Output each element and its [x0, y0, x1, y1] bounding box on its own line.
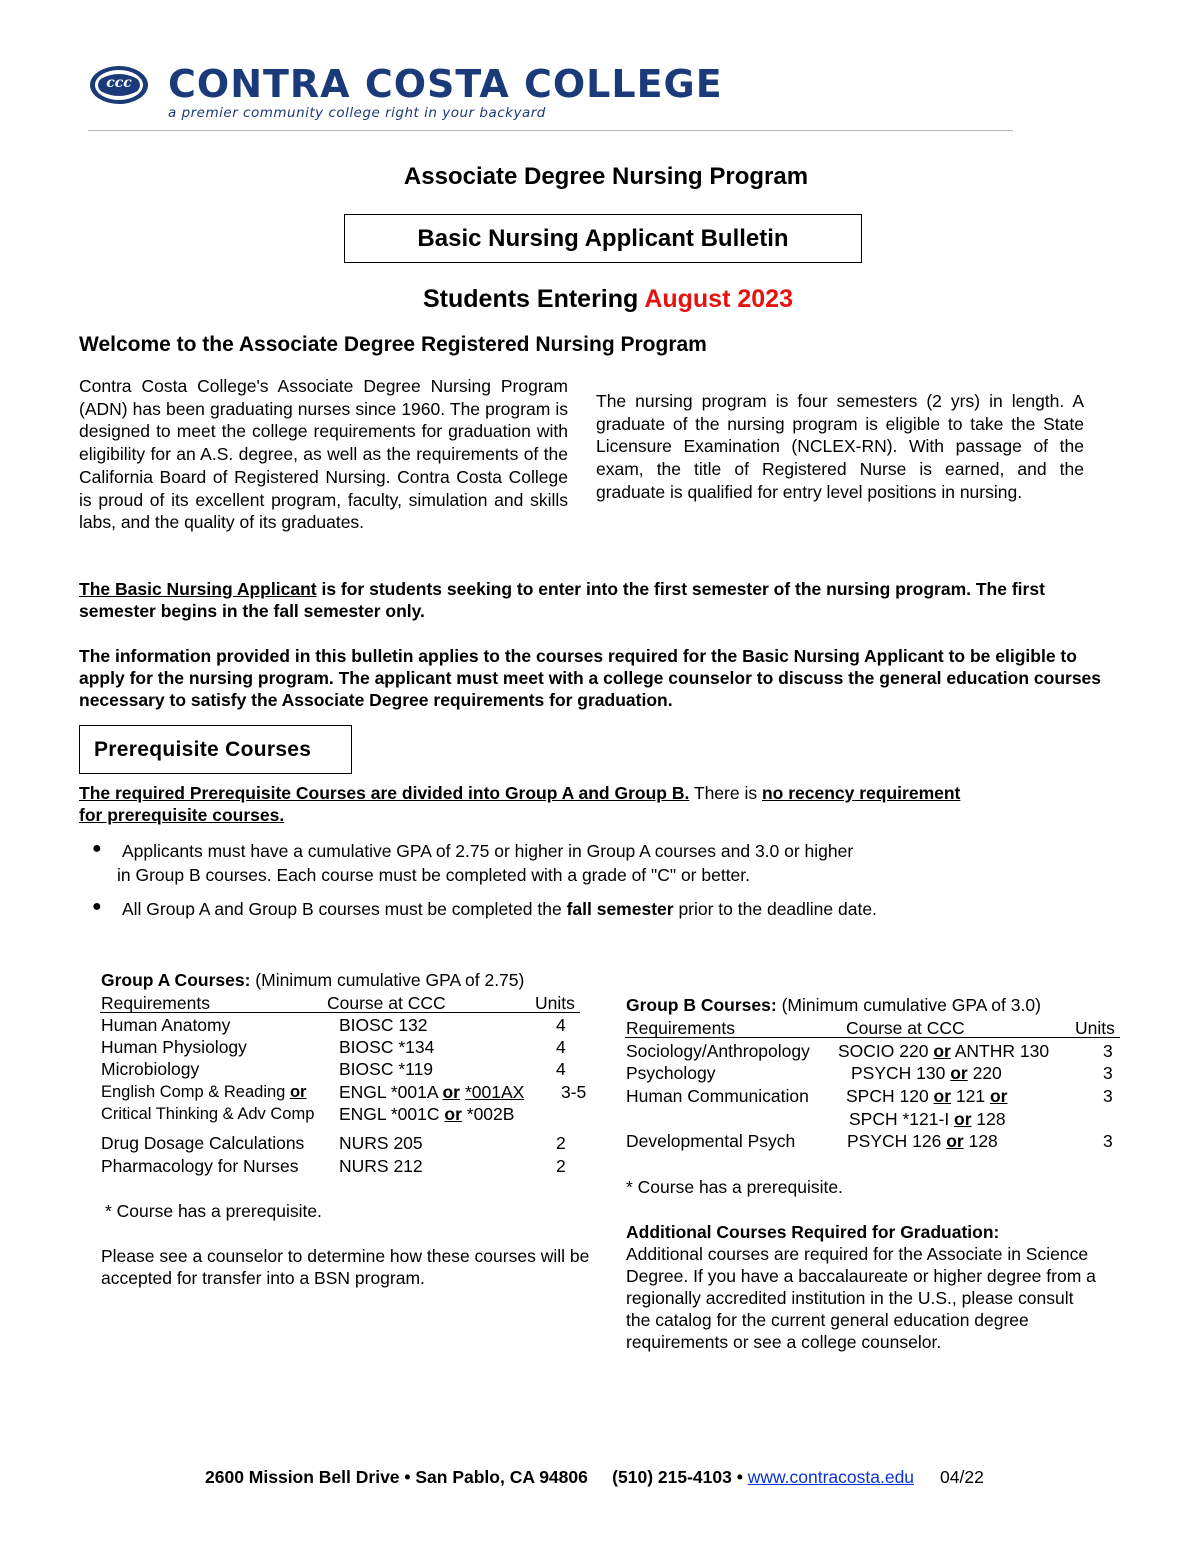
dev-course-2: 128 — [963, 1131, 998, 1151]
welcome-paragraph-2: The nursing program is four semesters (2 yrs) in length. A graduate of the nursing program is eligible to take the State Licensure Examination (NCLEX-RN). With passage of the exam, the title of Registered Nurse is earned, and the graduate is qualified for entry level positions in nursing. — [596, 391, 1084, 502]
college-tagline: a premier community college right in your backyard — [168, 105, 546, 121]
college-logo — [88, 60, 723, 130]
group-a-english-units: 3-5 — [561, 1082, 587, 1102]
group-a-course: NURS 205 — [339, 1133, 423, 1153]
hc-course-3: SPCH *121-I — [849, 1109, 955, 1129]
bullet-2-suffix: prior to the deadline date. — [673, 899, 877, 919]
or-word: or — [989, 1086, 1008, 1106]
bullet-2-bold: fall semester — [566, 899, 674, 919]
group-a-header-units: Units — [535, 993, 575, 1013]
or-word: or — [954, 1109, 972, 1129]
footer-date: 04/22 — [940, 1467, 984, 1487]
basic-applicant-term: The Basic Nursing Applicant — [79, 579, 317, 599]
program-title: Associate Degree Nursing Program — [403, 163, 809, 190]
group-b-title — [626, 994, 1041, 1016]
bulletin-title: Basic Nursing Applicant Bulletin — [417, 225, 789, 252]
group-a-units: 4 — [556, 1037, 566, 1057]
group-a-counselor-note: Please see a counselor to determine how these courses will be accepted for transfer into a BSN program. — [101, 1246, 590, 1288]
or-word: or — [289, 1083, 307, 1101]
footer-website-link[interactable]: www.contracosta.edu — [747, 1467, 915, 1487]
or-word: or — [946, 1131, 964, 1151]
prereq-groups-text: The required Prerequisite Courses are divided into Group A and Group B. — [79, 783, 690, 803]
group-a-req: Microbiology — [101, 1059, 200, 1079]
group-a-units: 2 — [556, 1156, 566, 1176]
welcome-heading: Welcome to the Associate Degree Registered Nursing Program — [79, 333, 707, 356]
english-course-2: *001AX — [464, 1082, 525, 1102]
welcome-paragraph-1: Contra Costa College's Associate Degree Nursing Program (ADN) has been graduating nurses since 1960. The program is designed to meet the college requirements for graduation with eligibility for an A.S. degree, as well as the requirements of the California Board of Registered Nursing. Contra Costa College is proud of its excellent program, faculty, simulation and skills labs, and the quality of its graduates. — [79, 376, 568, 533]
critical-course-1: ENGL *001C — [339, 1104, 445, 1124]
group-b-header-units: Units — [1075, 1018, 1115, 1038]
header-divider — [88, 130, 1013, 131]
group-a-header-course: Course at CCC — [327, 993, 446, 1013]
soc-course-2: ANTHR 130 — [950, 1041, 1050, 1061]
bullet-1-line-1: Applicants must have a cumulative GPA of 2.75 or higher in Group A courses and 3.0 or higher — [122, 841, 854, 861]
or-word: or — [444, 1104, 462, 1124]
or-word: or — [442, 1082, 460, 1102]
bulletin-title-box — [344, 214, 862, 263]
bullet-2 — [122, 898, 877, 920]
or-word: or — [933, 1086, 952, 1106]
or-word: or — [950, 1063, 968, 1083]
bullet-dot-2: ● — [92, 898, 102, 915]
group-a-units: 4 — [556, 1059, 566, 1079]
footer-address: 2600 Mission Bell Drive • San Pablo, CA 94806 (510) 215-4103 • — [205, 1467, 748, 1487]
group-a-req: Human Anatomy — [101, 1015, 231, 1035]
group-a-english-course — [339, 1081, 524, 1103]
logo-monogram: ccc — [106, 75, 132, 91]
bullet-1 — [117, 840, 853, 886]
prerequisite-label: Prerequisite Courses — [94, 738, 312, 761]
hc-course-2: 121 — [951, 1086, 990, 1106]
group-a-footnote: * Course has a prerequisite. — [105, 1201, 322, 1221]
group-b-header-course: Course at CCC — [846, 1018, 965, 1038]
psy-course-2: 220 — [967, 1063, 1002, 1083]
basic-applicant-text: is for students seeking to enter into the first semester of the nursing program. The first semester begins in the fall semester only. — [79, 579, 1045, 621]
group-a-header-req: Requirements — [101, 993, 210, 1013]
group-b-hc-units: 3 — [1103, 1086, 1113, 1106]
group-b-hc-course — [846, 1085, 1007, 1107]
entering-prefix: Students Entering — [423, 285, 645, 313]
footer — [205, 1466, 984, 1488]
group-a-critical-course — [339, 1103, 514, 1125]
group-b-soc-units: 3 — [1103, 1041, 1113, 1061]
group-a-label: Group A Courses: — [101, 970, 251, 990]
group-a-course: NURS 212 — [339, 1156, 423, 1176]
group-b-note: (Minimum cumulative GPA of 3.0) — [776, 995, 1041, 1015]
group-b-soc-req: Sociology/Anthropology — [626, 1041, 810, 1061]
college-name: CONTRA COSTA COLLEGE — [168, 62, 723, 106]
bullet-dot-1: ● — [92, 840, 102, 857]
group-b-footnote: * Course has a prerequisite. — [626, 1177, 843, 1197]
bullet-1-line-2: in Group B courses. Each course must be completed with a grade of "C" or better. — [117, 865, 751, 885]
english-course-1: ENGL *001A — [339, 1082, 443, 1102]
hc-course-1: SPCH 120 — [846, 1086, 934, 1106]
group-b-hc-req: Human Communication — [626, 1086, 809, 1106]
group-a-units: 4 — [556, 1015, 566, 1035]
group-b-soc-course — [838, 1040, 1049, 1062]
additional-courses-text: Additional courses are required for the Associate in Science Degree. If you have a baccalaureate or higher degree from a regionally accredited institution in the U.S., please consult the catalog for the current general education degree requirements or see a college counselor. — [626, 1244, 1096, 1352]
entering-term: August 2023 — [644, 285, 793, 313]
group-b-psy-req: Psychology — [626, 1063, 716, 1083]
group-b-hc-course-line2 — [849, 1108, 1006, 1130]
group-b-label: Group B Courses: — [626, 995, 777, 1015]
group-a-req: Drug Dosage Calculations — [101, 1133, 305, 1153]
dev-course-1: PSYCH 126 — [847, 1131, 947, 1151]
group-b-header-req: Requirements — [626, 1018, 735, 1038]
prerequisite-box — [79, 725, 352, 774]
group-b-psy-course — [851, 1062, 1002, 1084]
soc-course-1: SOCIO 220 — [838, 1041, 934, 1061]
group-a-units: 2 — [556, 1133, 566, 1153]
prereq-no-recency: no recency requirement — [761, 783, 961, 803]
group-a-course: BIOSC *119 — [339, 1059, 434, 1079]
group-a-req: Pharmacology for Nurses — [101, 1156, 299, 1176]
group-b-dev-req: Developmental Psych — [626, 1131, 796, 1151]
prerequisite-intro — [79, 782, 1129, 826]
group-b-dev-course — [847, 1130, 998, 1152]
basic-applicant-paragraph — [79, 578, 1124, 622]
or-word: or — [933, 1041, 951, 1061]
prereq-there-is: There is — [689, 783, 762, 803]
group-b-psy-units: 3 — [1103, 1063, 1113, 1083]
prereq-intro-line2: for prerequisite courses. — [79, 805, 285, 825]
info-paragraph: The information provided in this bulletin applies to the courses required for the Basic Nursing Applicant to be eligible to apply for the nursing program. The applicant must meet with a college counselor to discuss the general education courses necessary to satisfy the Associate Degree requirements for graduation. — [79, 646, 1102, 710]
group-b-dev-units: 3 — [1103, 1131, 1113, 1151]
english-req-label: English Comp & Reading — [101, 1083, 290, 1101]
group-a-critical-req: Critical Thinking & Adv Comp — [101, 1105, 315, 1123]
group-a-title — [101, 969, 524, 991]
group-a-course: BIOSC *134 — [339, 1037, 435, 1057]
psy-course-1: PSYCH 130 — [851, 1063, 951, 1083]
additional-courses-heading: Additional Courses Required for Graduation: — [626, 1222, 1000, 1242]
hc-course-4: 128 — [971, 1109, 1006, 1129]
bullet-2-prefix: All Group A and Group B courses must be completed the — [122, 899, 567, 919]
group-a-course: BIOSC 132 — [339, 1015, 428, 1035]
entering-title — [0, 285, 1200, 314]
group-a-req: Human Physiology — [101, 1037, 247, 1057]
group-a-note: (Minimum cumulative GPA of 2.75) — [250, 970, 525, 990]
critical-course-2: *002B — [461, 1104, 515, 1124]
group-a-english-req — [101, 1081, 306, 1103]
